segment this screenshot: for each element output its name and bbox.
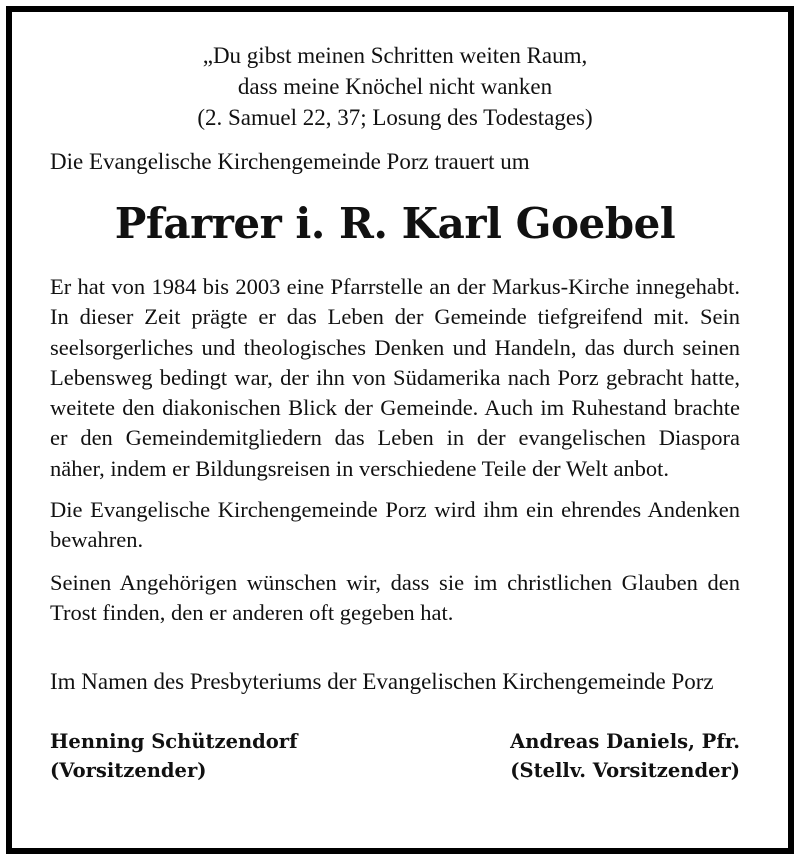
bible-quote [50,40,740,133]
signature-block [50,727,740,785]
quote-line-1: „Du gibst meinen Schritten weiten Raum, [202,43,588,68]
signatory-right-role: (Stellv. Vorsitzender) [510,759,740,783]
paragraph-condolence: Seinen Angehörigen wünschen wir, dass sie im christlichen Glauben den Trost finden, den er anderen oft gegeben hat. [50,569,740,625]
obituary-content [50,40,740,785]
deceased-name: Pfarrer i. R. Karl Goebel [114,199,676,248]
paragraph-remembrance: Die Evangelische Kirchengemeinde Porz wird ihm ein ehrendes Andenken bewahren. [50,497,740,553]
signatory-right [510,727,740,785]
quote-line-3: (2. Samuel 22, 37; Losung des Todestages) [197,105,593,130]
closing-line: Im Namen des Presbyteriums der Evangelischen Kirchengemeinde Porz [50,669,714,695]
signatory-left-name: Henning Schützendorf [50,730,298,754]
paragraph-biography: Er hat von 1984 bis 2003 eine Pfarrstelle an der Markus-Kirche innegehabt. In dieser Zeit prägte er das Leben der Gemeinde tiefgreifend mit. Sein seelsorgerliches und theologisches Denken und Handeln, das durch seinen Lebensweg bedingt war, der ihn von Südamerika nach Porz gebracht hatte, weitete den diakonischen Blick der Gemeinde. Auch im Ruhestand brachte er den Gemeindemitgliedern das Leben in der evangelischen Diaspora näher, indem er Bildungsreisen in verschiedene Teile der Welt anbot. [50,274,740,481]
signatory-left-role: (Vorsitzender) [50,759,207,783]
signatory-left [50,727,297,785]
signatory-right-name: Andreas Daniels, Pfr. [510,730,740,754]
quote-line-2: dass meine Knöchel nicht wanken [237,74,553,99]
intro-line: Die Evangelische Kirchengemeinde Porz trauert um [50,149,530,174]
